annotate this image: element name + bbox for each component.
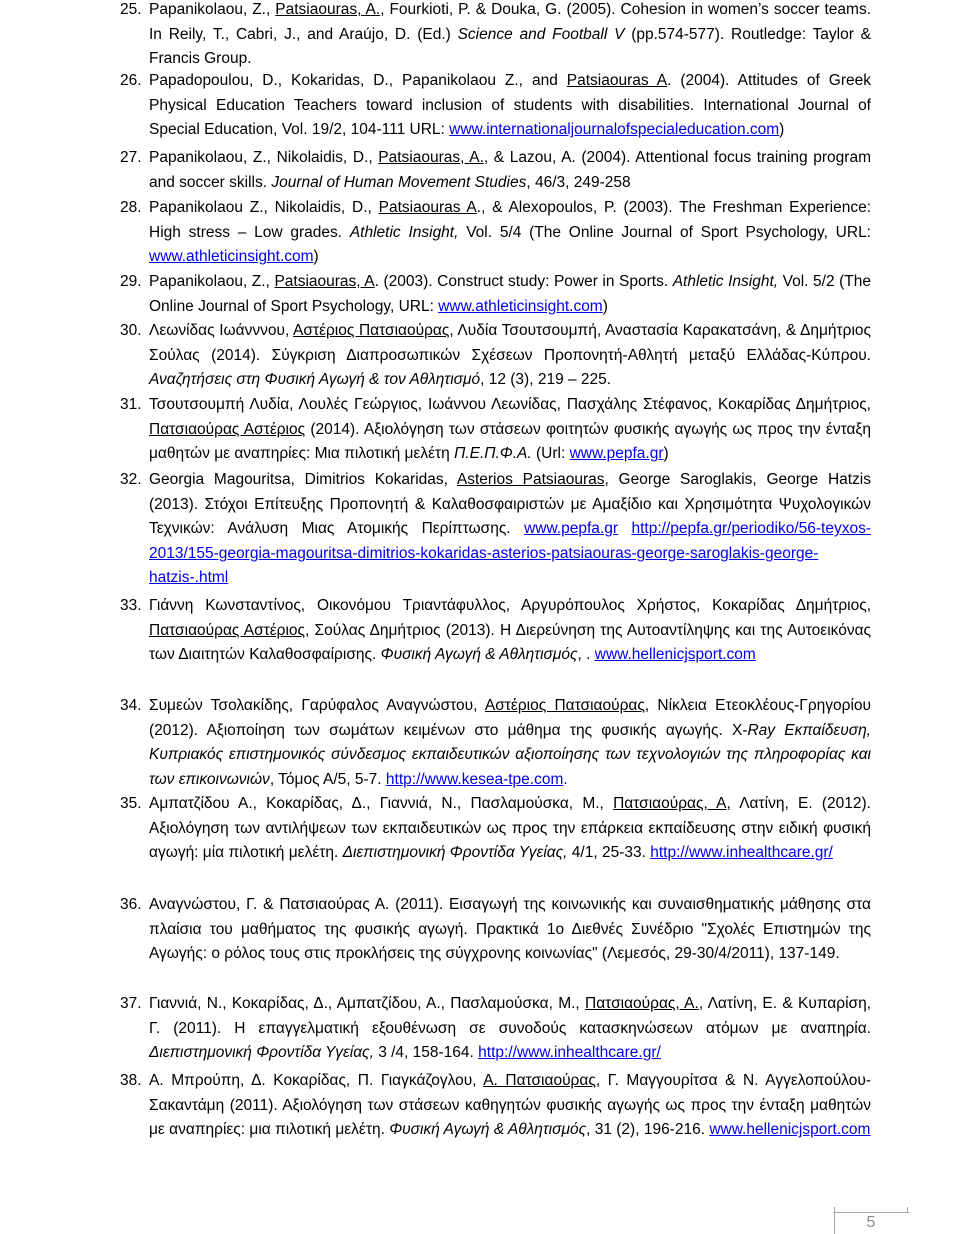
reference-segment: . (2004). Attitudes of Greek Physical Education Teachers toward inclusion of students with disabilities. International Journal of Special Education, Vol. 19/2, 104-111 URL: (149, 72, 871, 139)
reference-segment: Georgia Magouritsa, Dimitrios Kokaridas, (149, 471, 457, 488)
reference-number: 34. (120, 697, 142, 714)
reference-link[interactable]: www.internationaljournalofspecialeducation.com (449, 121, 780, 139)
reference-link[interactable]: www.athleticinsight.com (149, 248, 314, 266)
reference-link[interactable]: http://www.kesea-tpe.com (385, 770, 564, 788)
reference-text (149, 196, 871, 270)
reference-segment: 3 /4, 158-164. (373, 1044, 479, 1062)
reference-segment: , 31 (2), 196-216. (586, 1121, 710, 1139)
reference-segment: , . (577, 646, 595, 664)
publication-title: Αναζητήσεις στη Φυσική Αγωγή & τον Αθλητισμό (149, 371, 481, 389)
reference-number: 25. (120, 1, 142, 18)
reference-segment: , Λυδία Τσουτσουμπή, Αναστασία Καρακατσάνη, & Δημήτριος Σούλας (2014). Σύγκριση Διαπροσωπικών Σχέσεων Προπονητή-Αθλητή μεταξύ Ελλάδας-Κύπρου. (149, 322, 872, 364)
reference-segment: Papanikolaou Z., Nikolaidis, D., (149, 199, 379, 216)
reference-segment: Αμπατζίδου Α., Κοκαρίδας, Δ., Γιαννιά, Ν., Πασλαμούσκα, Μ., (149, 795, 614, 812)
reference-number: 36. (120, 896, 142, 913)
author-highlight: Αστέριος Πατσιαούρας (293, 322, 450, 339)
reference-segment: Papanikolaou, Z., (149, 273, 275, 290)
reference-segment: , Γ. Μαγγουρίτσα & Ν. Αγγελοπούλου-Σακαντάμη (2011). Αξιολόγηση των στάσεων καθηγητών φυσικής αγωγής ως προς την ένταξη μαθητών με αναπηρίες: μια πιλοτική μελέτη. (149, 1072, 871, 1139)
reference-segment: Vol. 5/4 (The Online Journal of Sport Psychology, URL: (458, 223, 871, 241)
reference-segment: Συμεών Τσολακίδης, Γαρύφαλος Αναγνώστου, (149, 697, 485, 714)
reference-link[interactable]: http://www.inhealthcare.gr/ (478, 1044, 661, 1062)
reference-segment: , Νίκλεια Ετεοκλέους-Γρηγορίου (2012). Αξιοποίηση των σωμάτων κειμένων στο μάθημα της φυσικής αγωγής. Χ- (149, 697, 871, 739)
author-highlight: Πατσιαούρας Αστέριος (149, 621, 306, 639)
reference-segment: Papanikolaou, Z., (149, 1, 276, 18)
reference-link[interactable]: www.pepfa.gr (569, 445, 664, 463)
reference-link[interactable]: http://pepfa.gr/periodiko/56-teyxos-2013/155-georgia-magouritsa-dimitrios-kokaridas-asterios-patsiaouras-george-saroglakis-george-hatzis-.html (149, 520, 872, 587)
author-highlight: Patsiaouras, A (274, 273, 375, 290)
reference-text (149, 0, 871, 72)
reference-link[interactable]: www.athleticinsight.com (438, 297, 603, 315)
reference-number: 29. (120, 273, 142, 290)
reference-segment: , Σούλας Δημήτριος (2013). Η Διερεύνηση της Αυτοαντίληψης και της Αυτοεικόνας των Διαιτητών Καλαθοσφαίρισης. (149, 621, 871, 664)
author-highlight: Αστέριος Πατσιαούρας (484, 697, 645, 714)
author-highlight: Patsiaouras, A. (378, 149, 484, 166)
author-highlight: Πατσιαούρας, Α, (613, 795, 731, 812)
reference-text (149, 319, 871, 393)
reference-segment: 4/1, 25-33. (567, 844, 651, 862)
reference-number: 30. (120, 322, 142, 339)
publication-title: Π.Ε.Π.Φ.Α. (454, 445, 532, 463)
reference-number: 28. (120, 199, 142, 216)
author-highlight: Patsiaouras, A. (275, 1, 381, 18)
reference-segment: Α. Μπρούπη, Δ. Κοκαρίδας, Π. Γιαγκάζογλου, (149, 1072, 484, 1089)
publication-title: Φυσική Αγωγή & Αθλητισμός (380, 646, 578, 664)
author-highlight: Patsiaouras A (566, 72, 668, 89)
reference-segment: , George Saroglakis, George Hatzis (2013). Στόχοι Επίτευξης Προπονητή & Καλαθοσφαιριστών με Αμαξίδιο και Χρησιμότητα Ψυχολογικών Τεχνικών: Ανάλυση Μιας Ατομικής Περίπτωσης. (149, 471, 872, 538)
reference-segment: Γιάννη Κωνσταντίνος, Οικονόμου Τριαντάφυλλος, Αργυρόπουλος Χρήστος, Κοκαρίδας Δημήτριος, (149, 597, 871, 614)
reference-text (149, 1069, 871, 1143)
reference-segment: . (2003). Construct study: Power in Sports. (374, 273, 673, 290)
reference-number: 31. (120, 396, 142, 413)
reference-number: 37. (120, 995, 142, 1012)
reference-segment: Vol. 5/2 (The Online Journal of Sport Psychology, URL: (149, 273, 871, 315)
reference-number: 38. (120, 1072, 142, 1089)
reference-segment: ) (779, 121, 785, 139)
reference-number: 32. (120, 471, 142, 488)
reference-segment: . (563, 770, 568, 788)
reference-segment: Λεωνίδας Ιωάνννου, (149, 322, 294, 339)
reference-segment: ) (602, 297, 608, 315)
reference-segment: ., & Alexopoulos, P. (2003). The Freshman Experience: High stress – Low grades. (149, 199, 871, 241)
publication-title: Διεπιστημονική Φροντίδα Υγείας, (342, 844, 568, 862)
reference-text (149, 992, 871, 1066)
reference-segment: Papadopoulou, D., Kokaridas, D., Papanikolaou Z., and (149, 72, 567, 89)
reference-segment: ) (313, 248, 319, 266)
reference-segment: , & Lazou, A. (2004). Attentional focus training program and soccer skills. (149, 149, 871, 191)
reference-segment: Τσουτσουμπή Λυδία, Λουλές Γεώργιος, Ιωάννου Λεωνίδας, Πασχάλης Στέφανος, Κοκαρίδας Δημήτριος, (149, 396, 871, 413)
reference-segment: , 12 (3), 219 – 225. (480, 371, 612, 389)
reference-text (149, 69, 871, 143)
reference-segment: (pp.574-577). Routledge: Taylor & Francis Group. (149, 25, 871, 68)
page-number: 5 (866, 1214, 876, 1231)
reference-link[interactable]: www.hellenicjsport.com (594, 646, 756, 664)
author-highlight: Α. Πατσιαούρας (483, 1072, 596, 1089)
reference-link[interactable]: www.hellenicjsport.com (709, 1121, 871, 1139)
reference-segment: Γιαννιά, Ν., Κοκαρίδας, Δ., Αμπατζίδου, Α., Πασλαμούσκα, Μ., (149, 995, 586, 1012)
reference-link[interactable]: http://www.inhealthcare.gr/ (650, 844, 833, 862)
reference-segment: , 46/3, 249-258 (526, 173, 631, 191)
reference-number: 35. (120, 795, 142, 812)
author-highlight: Πατσιαούρας, Α. (585, 995, 699, 1012)
reference-link[interactable]: www.pepfa.gr (524, 520, 618, 538)
reference-segment: (2014). Αξιολόγηση των στάσεων φοιτητών φυσικής αγωγής ως προς την ένταξη μαθητών με αναπηρίες: Μια πιλοτική μελέτη (149, 420, 871, 463)
reference-segment: , Τόμος Α/5, 5-7. (269, 770, 386, 788)
publication-title: Athletic Insight, (672, 273, 779, 290)
reference-segment: Papanikolaou, Z., Nikolaidis, D., (149, 149, 379, 166)
reference-text (149, 792, 871, 866)
reference-text (149, 468, 871, 591)
reference-number: 26. (120, 72, 142, 89)
reference-segment (618, 520, 631, 537)
reference-segment: , Fourkioti, P. & Douka, G. (2005). Cohesion in women’s soccer teams. In Reily, T., Cabri, J., and Araújo, D. (Ed.) (149, 1, 871, 43)
reference-text (149, 270, 871, 319)
reference-segment: Λατίνη, Ε. (2012). Αξιολόγηση των αντιλήψεων των εκπαιδευτικών ως προς την επάρκεια εκπαίδευσης στην ειδική φυσική αγωγή: μία πιλοτική μελέτη. (149, 795, 871, 862)
reference-text (149, 146, 871, 195)
reference-text (149, 393, 871, 467)
author-highlight: Patsiaouras A (378, 199, 477, 216)
publication-title: Science and Football V (457, 25, 625, 43)
reference-text (149, 594, 871, 668)
reference-text (149, 893, 871, 967)
publication-title: Athletic Insight, (349, 223, 459, 241)
reference-segment: Αναγνώστου, Γ. & Πατσιαούρας Α. (2011). Εισαγωγή της κοινωνικής και συναισθηματικής μάθησης στα πλαίσια του μαθήματος της φυσικής αγωγή. Πρακτικά 1ο Διεθνές Συνέδριο "Σχολές Επιστημών της Αγωγής: ο ρόλος τους στις προκλήσεις της σύγχρονης κοινωνίας" (Λεμεσός, 29-30/4/2011), 137-149. (149, 896, 871, 963)
reference-text (149, 694, 871, 792)
publication-title: Διεπιστημονική Φροντίδα Υγείας, (149, 1044, 374, 1062)
publication-title: Ray Εκπαίδευση, Κυπριακός επιστημονικός σύνδεσμος εκπαιδευτικών αξιοποίησης των τεχνολογιών της πληροφορίας και των επικοινωνιών (149, 721, 871, 788)
reference-segment: (Url: (531, 445, 570, 463)
publication-title: Journal of Human Movement Studies (271, 173, 527, 191)
publication-title: Φυσική Αγωγή & Αθλητισμός (389, 1121, 587, 1139)
author-highlight: Asterios Patsiaouras (456, 471, 605, 488)
reference-number: 27. (120, 149, 142, 166)
reference-number: 33. (120, 597, 142, 614)
author-highlight: Πατσιαούρας Αστέριος (149, 420, 306, 438)
reference-segment: ) (663, 445, 669, 463)
reference-segment: , Λατίνη, Ε. & Κυπαρίση, Γ. (2011). Η επαγγελματική εξουθένωση σε συνοδούς κατασκηνώσεων ατόμων με αναπηρία. (149, 995, 872, 1037)
